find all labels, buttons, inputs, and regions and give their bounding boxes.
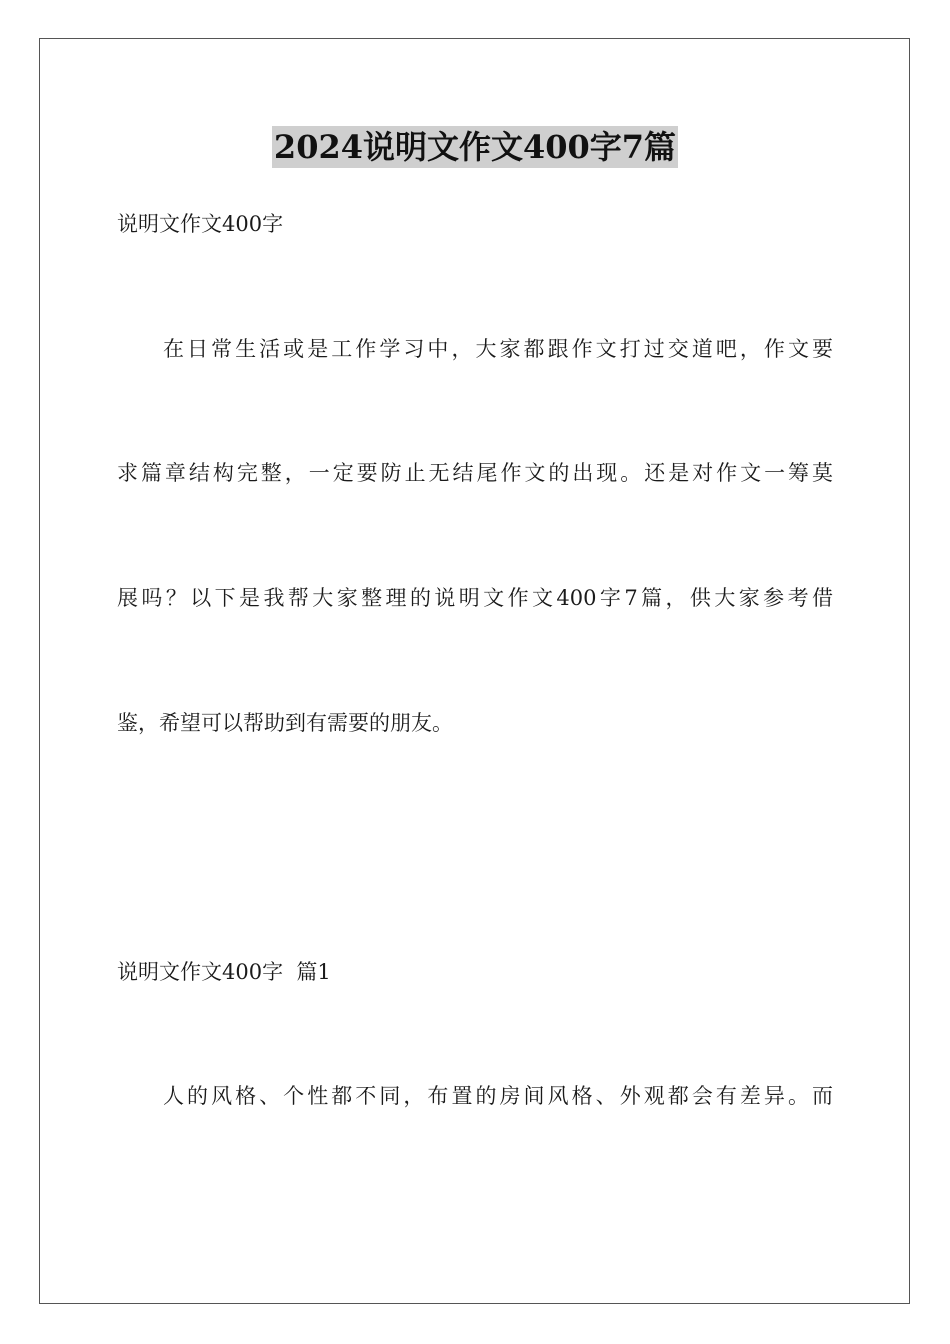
document-subtitle: 说明文作文400字	[117, 212, 284, 236]
intro-line-4: 鉴，希望可以帮助到有需要的朋友。	[117, 711, 453, 735]
intro-line-1: 在日常生活或是工作学习中，大家都跟作文打过交道吧，作文要	[163, 337, 833, 361]
section-line-1: 人的风格、个性都不同，布置的房间风格、外观都会有差异。而	[163, 1084, 833, 1108]
intro-line-3: 展吗？以下是我帮大家整理的说明文作文400字7篇，供大家参考借	[117, 586, 833, 610]
intro-line-2: 求篇章结构完整，一定要防止无结尾作文的出现。还是对作文一筹莫	[117, 461, 833, 485]
document-title: 2024说明文作文400字7篇	[273, 128, 677, 166]
section-heading: 说明文作文400字 篇1	[117, 960, 331, 984]
title-container	[0, 126, 950, 168]
